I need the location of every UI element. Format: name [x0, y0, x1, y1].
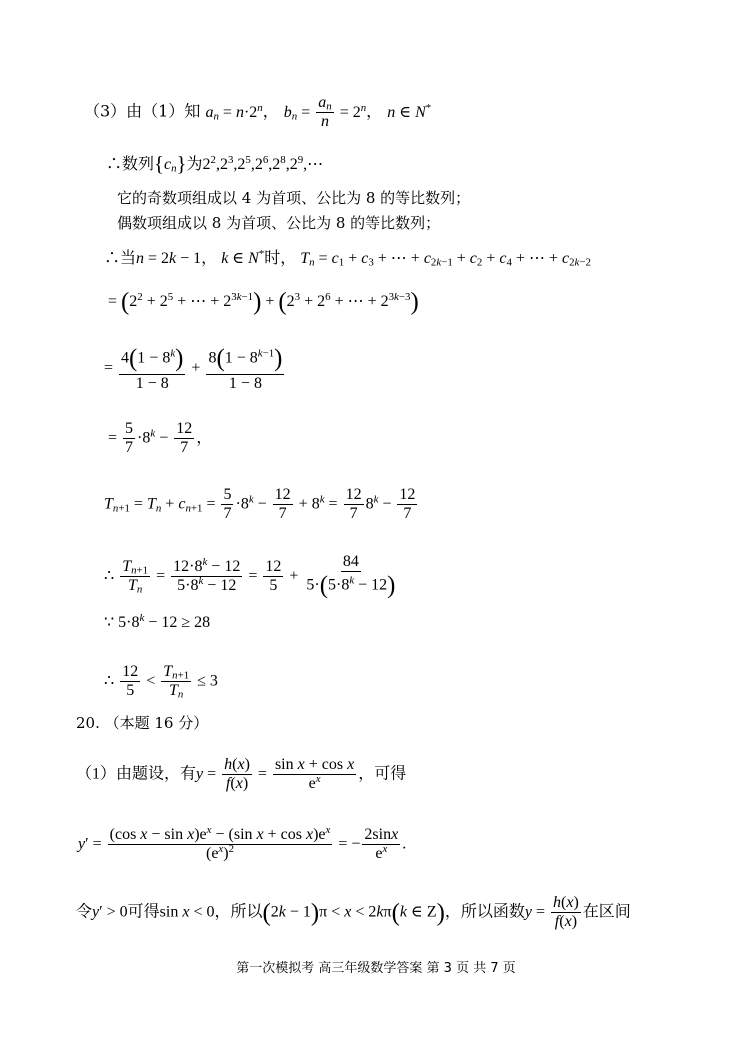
- formula-a-n: $a_n = n\cdot 2^n$: [205, 101, 263, 123]
- simplified-T-line: = $\frac{5}{7}$ $\cdot 8^k$ − $\frac{12}{7}$ ，: [108, 420, 213, 457]
- conclusion-line: ∴ $\frac{12}{5}$ < $\frac{T_{n+1}}{T_n}$ ≤ 3: [104, 663, 218, 702]
- sum-split-line: = ($2^2 + 2^5$ + ⋯ + $2^{3k-1}) + (2^3 + 2^6$ + ⋯ + $2^{3k-3}$): [108, 288, 419, 316]
- derivative-line: y′ = $\frac{(\cos x - \sin x)e^x - (\sin x + \cos x)e^x}{(e^x)^2}$ = − $\frac{2\sin x}{e^x}$ .: [78, 824, 407, 863]
- formula-n-in-N: n ∈ N*: [387, 101, 432, 121]
- ling-mid-text: 可得: [127, 903, 160, 921]
- because-line: ∵ $5\cdot 8^k - 12 \ge 28$: [104, 612, 211, 631]
- q20-part1-prefix: （1）由题设，有: [76, 765, 197, 783]
- q20-part1-suffix: ，可得: [358, 765, 407, 783]
- when-mid: 时，: [264, 250, 297, 267]
- suoyi-fn-text: ，所以函数: [444, 903, 525, 921]
- even-terms-line: 偶数项组成以 8 为首项、公比为 8 的等比数列；: [117, 214, 441, 232]
- when-n-line: ∴当n = 2k − 1， k ∈ N*时， $T_n = c_1 + c_3$ + ⋯ + $c_{2k-1} + c_2 + c_4$ + ⋯ + $c_{2k-2}$: [104, 248, 591, 269]
- monotonic-line: 令y′ > 0可得sin x < 0，所以(2k − 1)π < x < 2kπ(k ∈ Z)，所以函数y = $\frac{h(x)}{f(x)}$ 在区间: [76, 894, 631, 931]
- part3-lead: （3）由（1）知: [84, 101, 201, 121]
- ratio-line: ∴ $\frac{T_{n+1}}{T_n}$ = $\frac{12\cdot 8^k - 12}{5\cdot 8^k - 12}$ = $\frac{12}{5}$ + $\frac{84}{5\cdot(5\cdot 8^k - 12)}$: [104, 553, 396, 600]
- part3-intro: （3）由（1）知 $a_n = n\cdot 2^n$， $b_n$ = $\frac{a_n}{n}$ = $2^n$， n ∈ N*: [84, 94, 432, 131]
- ling-text: 令: [76, 903, 93, 921]
- page-footer: 第一次模拟考 高三年级数学答案 第 3 页 共 7 页: [236, 961, 516, 976]
- zai-qujian-text: 在区间: [582, 903, 631, 921]
- question-20-title: 20. （本题 16 分）: [76, 714, 209, 732]
- when-prefix: ∴当: [104, 250, 137, 267]
- T-next-line: $T_{n+1} = T_n + c_{n+1}$ = $\frac{5}{7}$ $\cdot 8^k$ − $\frac{12}{7}$ + $8^k$ = $\frac{12}{7}$ $8^k$ − $\frac{12}{7}$: [104, 486, 416, 523]
- odd-terms-line: 它的奇数项组成以 4 为首项、公比为 8 的等比数列；: [117, 189, 471, 207]
- q20-part1-line: （1）由题设，有y = $\frac{h(x)}{f(x)}$ = $\frac{\text{sin x + cos x}}{e^x}$ ，可得: [76, 756, 407, 793]
- sequence-line: ∴数列$\{c_n\}$为$2^2,2^3,2^5,2^6,2^8,2^9,\cdots$: [106, 152, 324, 176]
- suoyi-text: ，所以: [214, 903, 263, 921]
- formula-b-n: $b_n$ = $\frac{a_n}{n}$ = $2^n$: [283, 94, 367, 131]
- geometric-sum-line: = $\frac{4(1 - 8^k)}{1 - 8}$ + $\frac{8(1 - 8^{k-1})}{1 - 8}$: [104, 345, 283, 392]
